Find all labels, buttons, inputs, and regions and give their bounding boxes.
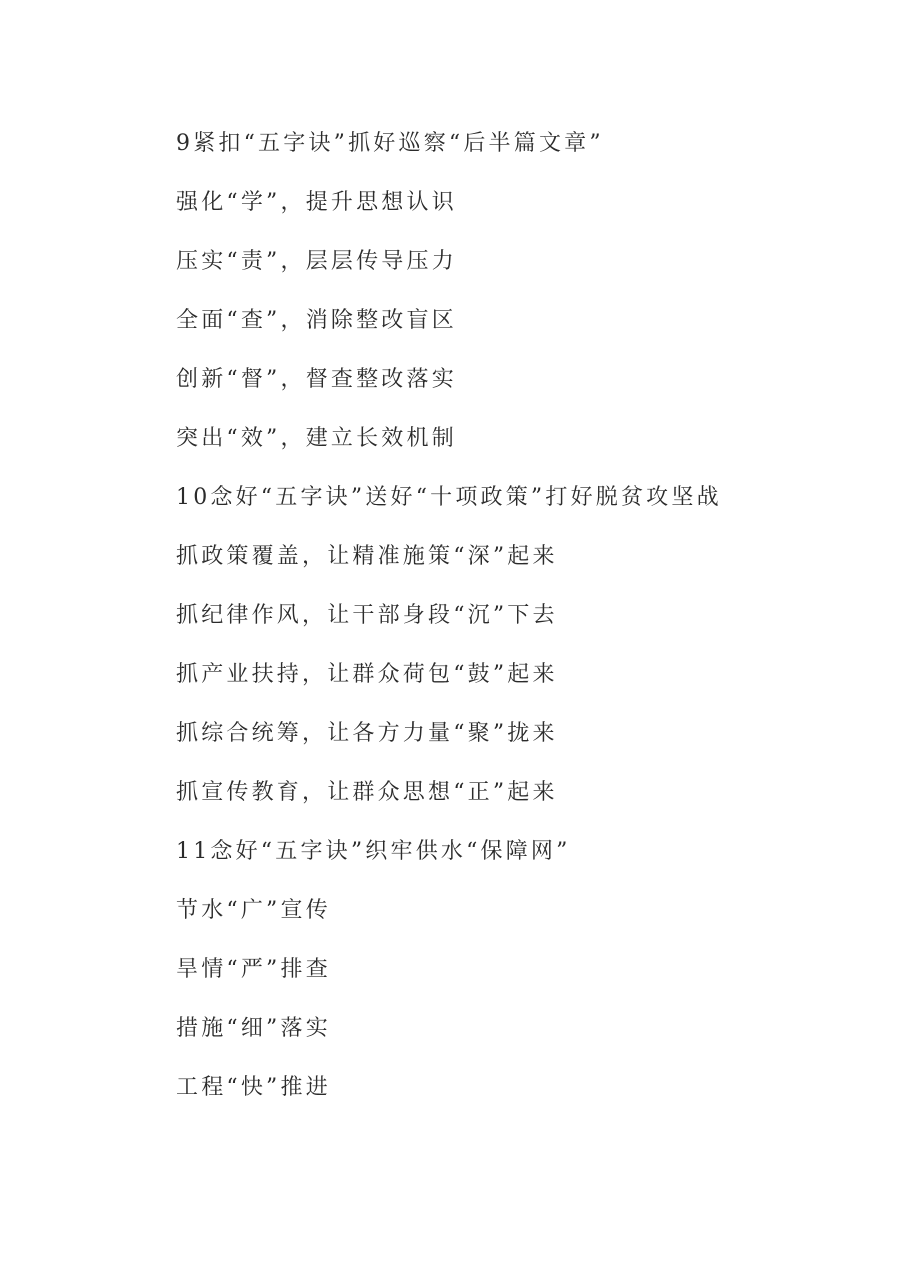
list-item: 抓政策覆盖，让精准施策“深”起来 xyxy=(176,544,558,569)
document-body xyxy=(176,127,722,1130)
list-item: 压实“责”，层层传导压力 xyxy=(176,249,457,274)
list-item: 抓产业扶持，让群众荷包“鼓”起来 xyxy=(176,662,558,687)
heading-11: 11念好“五字诀”织牢供水“保障网” xyxy=(176,839,571,864)
list-item: 全面“查”，消除整改盲区 xyxy=(176,308,457,333)
heading-10: 10念好“五字诀”送好“十项政策”打好脱贫攻坚战 xyxy=(176,485,722,510)
list-item: 强化“学”，提升思想认识 xyxy=(176,190,457,215)
list-item: 抓综合统筹，让各方力量“聚”拢来 xyxy=(176,721,558,746)
list-item: 工程“快”推进 xyxy=(176,1075,331,1100)
list-item: 抓纪律作风，让干部身段“沉”下去 xyxy=(176,603,558,628)
list-item: 措施“细”落实 xyxy=(176,1016,331,1041)
heading-9: 9紧扣“五字诀”抓好巡察“后半篇文章” xyxy=(176,131,604,156)
list-item: 创新“督”，督查整改落实 xyxy=(176,367,457,392)
list-item: 抓宣传教育，让群众思想“正”起来 xyxy=(176,780,558,805)
list-item: 旱情“严”排查 xyxy=(176,957,331,982)
list-item: 节水“广”宣传 xyxy=(176,898,331,923)
list-item: 突出“效”，建立长效机制 xyxy=(176,426,457,451)
